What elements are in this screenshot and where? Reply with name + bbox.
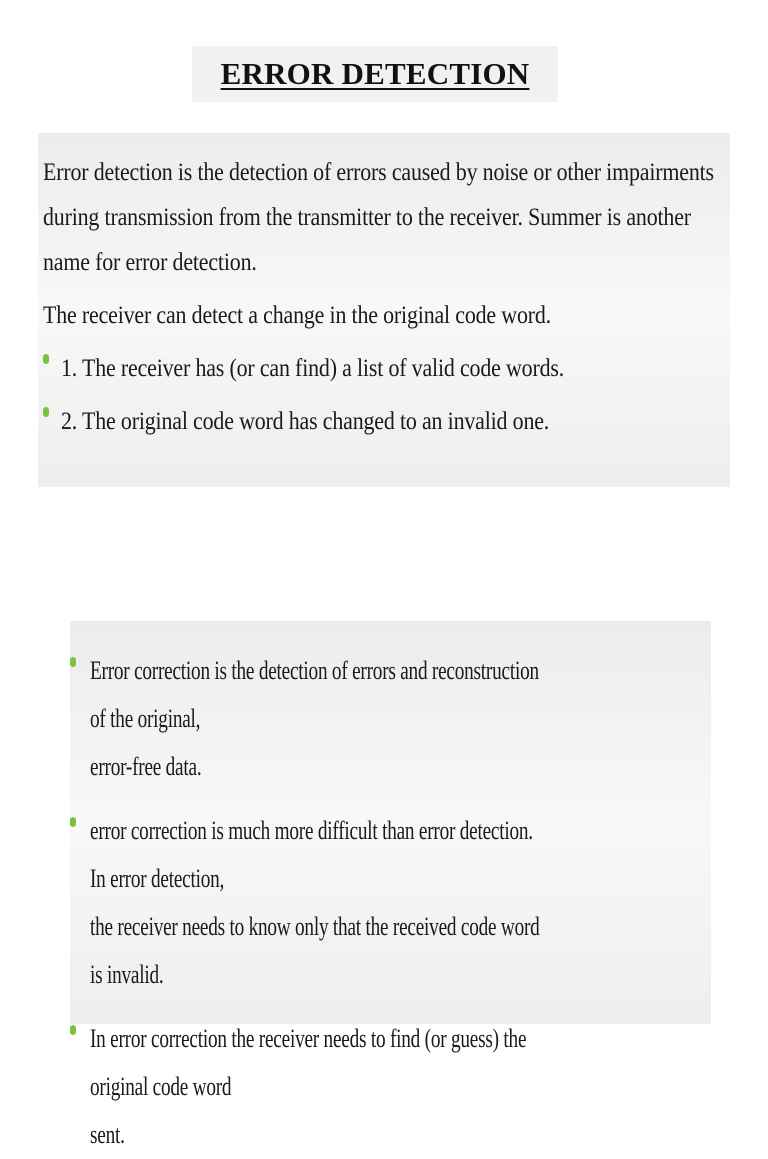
list-item — [70, 647, 705, 791]
bullet-line: error-free data. — [90, 752, 202, 781]
list-item — [70, 807, 705, 999]
list-item — [70, 1015, 705, 1159]
error-detection-slide — [38, 133, 730, 487]
bullet-icon — [70, 657, 76, 667]
bullet-text: 2. The original code word has changed to an invalid one. — [61, 406, 550, 435]
definition-paragraph — [43, 149, 716, 284]
bullet-line: the receiver needs to know only that the received code word is invalid. — [90, 912, 540, 989]
definition-line: name for error detection. — [43, 247, 257, 276]
bullet-icon — [70, 817, 76, 827]
bullet-line: Error correction is the detection of errors and reconstruction of the original, — [90, 656, 539, 733]
bullet-icon — [43, 354, 49, 364]
title-banner — [192, 46, 558, 102]
bullet-line: error correction is much more difficult than error detection. In error detection, — [90, 816, 533, 893]
list-item — [43, 398, 718, 443]
bullet-line: In error correction the receiver needs to find (or guess) the original code word — [90, 1024, 527, 1101]
bullet-text: 1. The receiver has (or can find) a list of valid code words. — [61, 353, 565, 382]
bullet-text — [90, 647, 545, 791]
list-item — [43, 345, 718, 390]
bullet-line: sent. — [90, 1120, 125, 1149]
definition-line: during transmission from the transmitter to the receiver. Summer is another — [43, 202, 691, 231]
error-correction-slide — [70, 621, 711, 1149]
receiver-statement: The receiver can detect a change in the original code word. — [43, 300, 551, 329]
bullet-icon — [70, 1025, 76, 1035]
bullet-text — [90, 807, 545, 999]
page-title: ERROR DETECTION — [220, 56, 530, 91]
definition-line: Error detection is the detection of errors caused by noise or other impairments — [43, 157, 714, 186]
bullet-text — [90, 1015, 545, 1159]
bullet-icon — [43, 407, 49, 417]
